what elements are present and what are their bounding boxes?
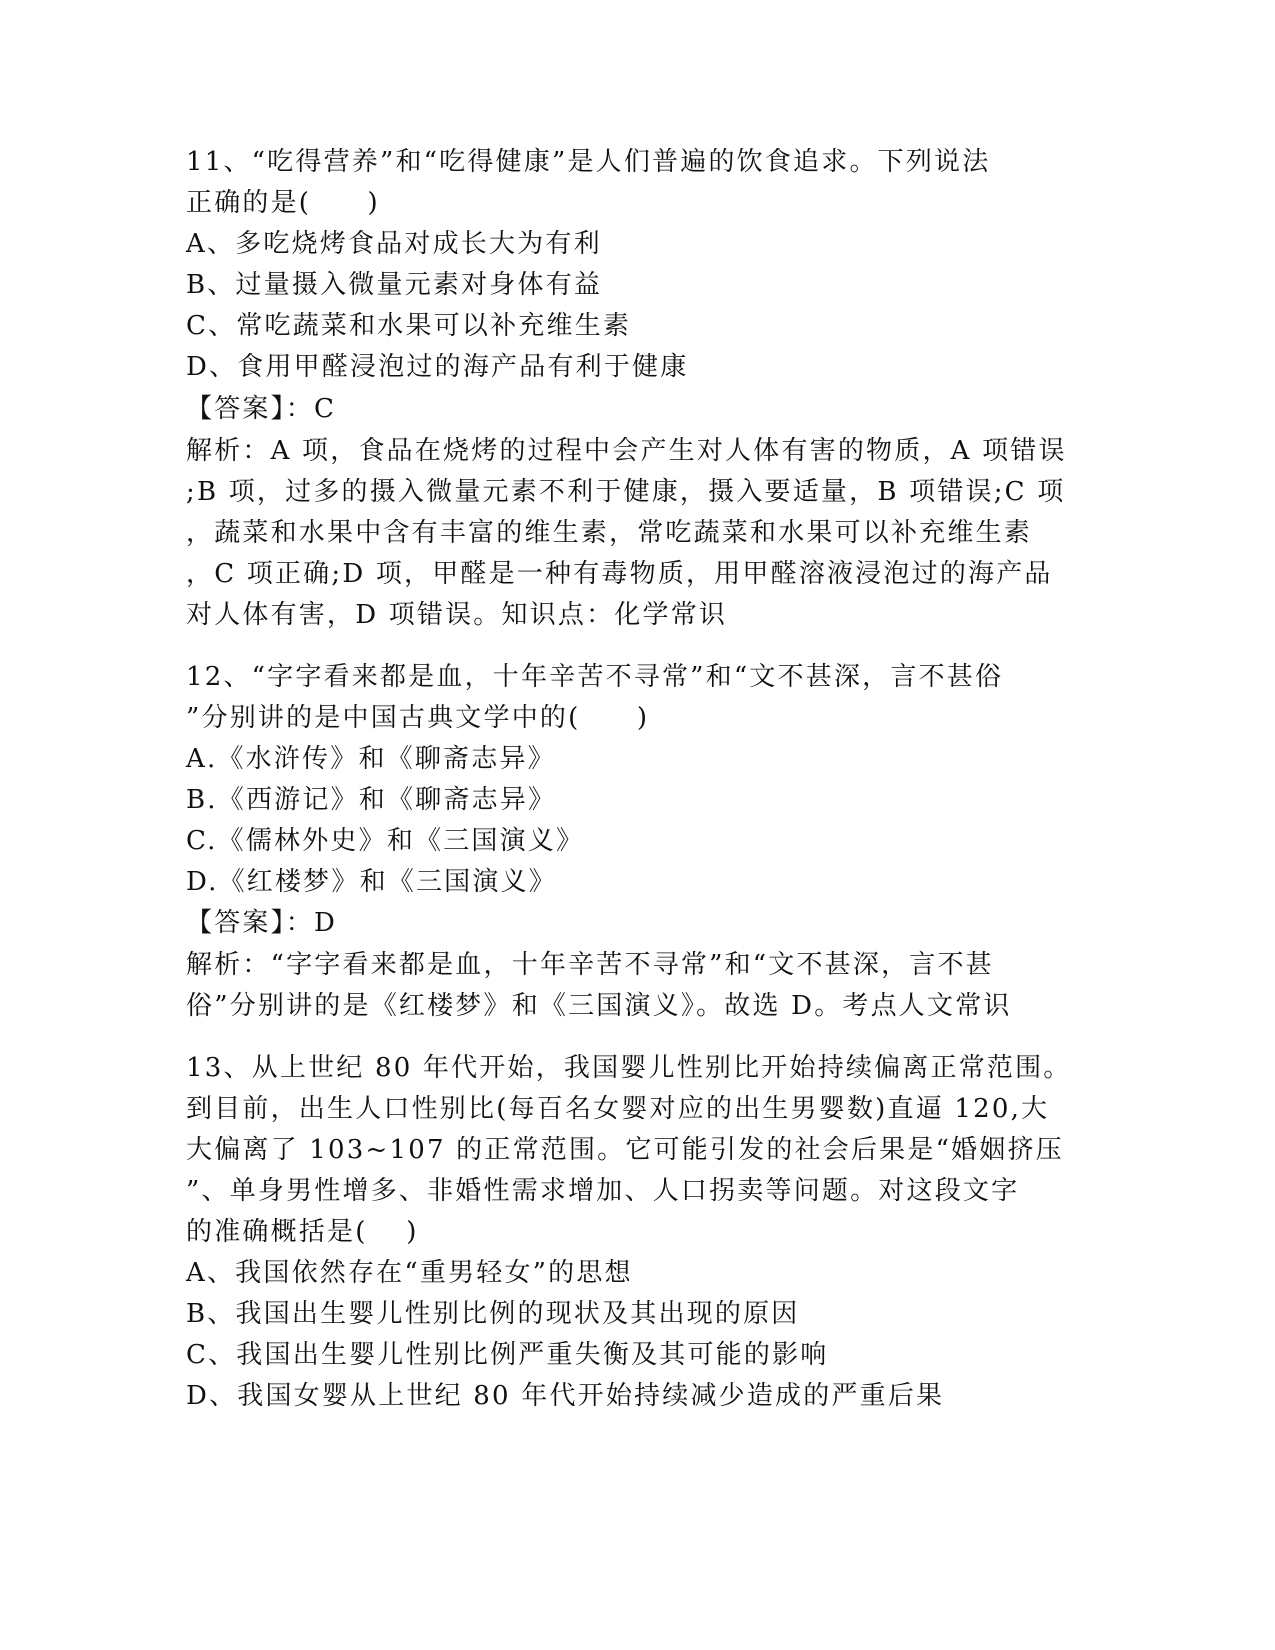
question-12-answer: 【答案】：D (186, 908, 338, 938)
question-11-option-d: D、食用甲醛浸泡过的海产品有利于健康 (186, 352, 689, 382)
question-13-stem-line-3: 大偏离了 103~107 的正常范围。它可能引发的社会后果是“婚姻挤压 (186, 1135, 1064, 1165)
question-11-option-c: C、常吃蔬菜和水果可以补充维生素 (186, 311, 632, 341)
question-13-option-b: B、我国出生婴儿性别比例的现状及其出现的原因 (186, 1299, 800, 1329)
question-11-analysis-line-1: 解析：A 项，食品在烧烤的过程中会产生对人体有害的物质，A 项错误 (186, 436, 1067, 466)
question-11-stem-line-1: 11、“吃得营养”和“吃得健康”是人们普遍的饮食追求。下列说法 (186, 147, 991, 177)
question-11-analysis-line-2: ;B 项，过多的摄入微量元素不利于健康，摄入要适量，B 项错误;C 项 (186, 477, 1066, 507)
question-12-option-d: D.《红楼梦》和《三国演义》 (186, 867, 557, 897)
question-13-stem-line-2: 到目前，出生人口性别比(每百名女婴对应的出生男婴数)直逼 120,大 (186, 1094, 1050, 1124)
question-12-analysis-line-1: 解析：“字字看来都是血，十年辛苦不寻常”和“文不甚深，言不甚 (186, 950, 994, 980)
question-13-stem-line-5: 的准确概括是( ) (186, 1217, 419, 1247)
question-13-stem-line-1: 13、从上世纪 80 年代开始，我国婴儿性别比开始持续偏离正常范围。 (186, 1053, 1072, 1083)
question-13-option-a: A、我国依然存在“重男轻女”的思想 (186, 1258, 633, 1288)
question-11-stem-line-2: 正确的是( ) (186, 188, 380, 218)
question-11-option-a: A、多吃烧烤食品对成长大为有利 (186, 229, 602, 259)
question-12-option-b: B.《西游记》和《聊斋志异》 (186, 785, 557, 815)
question-12-analysis-line-2: 俗”分别讲的是《红楼梦》和《三国演义》。故选 D。考点人文常识 (186, 991, 1012, 1021)
question-11-analysis-line-5: 对人体有害，D 项错误。知识点：化学常识 (186, 600, 728, 630)
question-13-option-c: C、我国出生婴儿性别比例严重失衡及其可能的影响 (186, 1340, 829, 1370)
question-11-option-b: B、过量摄入微量元素对身体有益 (186, 270, 603, 300)
question-11-analysis-line-4: ，C 项正确;D 项，甲醛是一种有毒物质，用甲醛溶液浸泡过的海产品 (186, 559, 1053, 589)
question-11-answer: 【答案】：C (186, 394, 337, 424)
question-12-option-a: A.《水浒传》和《聊斋志异》 (186, 744, 556, 774)
question-13-stem-line-4: ”、单身男性增多、非婚性需求增加、人口拐卖等问题。对这段文字 (186, 1176, 1020, 1206)
question-12-option-c: C.《儒林外史》和《三国演义》 (186, 826, 585, 856)
question-12-stem-line-2: ”分别讲的是中国古典文学中的( ) (186, 703, 650, 733)
question-13-option-d: D、我国女婴从上世纪 80 年代开始持续减少造成的严重后果 (186, 1381, 945, 1411)
question-11-analysis-line-3: ，蔬菜和水果中含有丰富的维生素，常吃蔬菜和水果可以补充维生素 (186, 518, 1033, 548)
question-12-stem-line-1: 12、“字字看来都是血，十年辛苦不寻常”和“文不甚深，言不甚俗 (186, 662, 1004, 692)
